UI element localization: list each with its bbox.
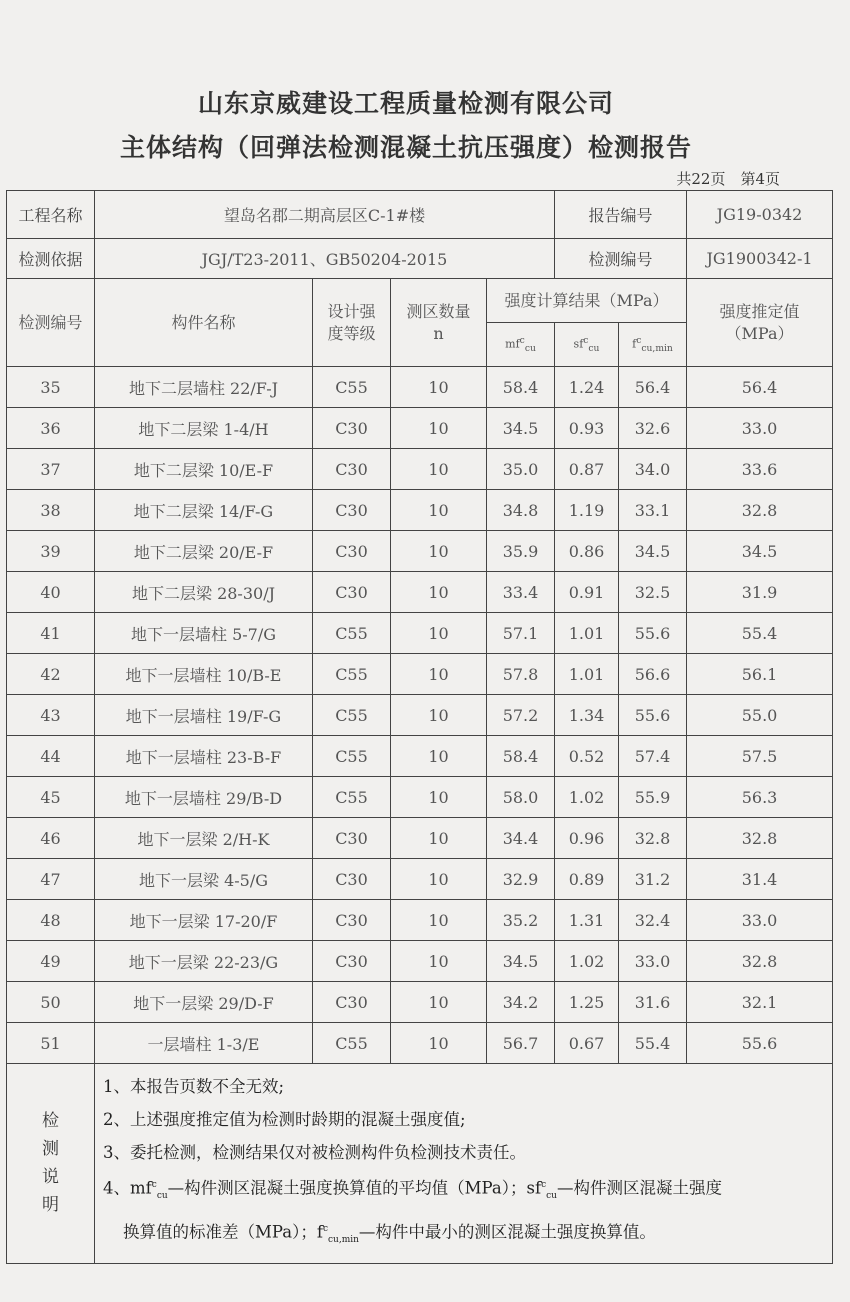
cell-est: 56.1 xyxy=(687,654,833,695)
cell-id: 40 xyxy=(7,572,95,613)
cell-fmin: 55.9 xyxy=(619,777,687,818)
cell-name: 地下一层墙柱 19/F-G xyxy=(95,695,313,736)
cell-mf: 56.7 xyxy=(487,1023,555,1064)
report-title: 主体结构（回弹法检测混凝土抗压强度）检测报告 xyxy=(119,133,692,162)
cell-fmin: 32.8 xyxy=(619,818,687,859)
cell-id: 41 xyxy=(7,613,95,654)
cell-n: 10 xyxy=(391,941,487,982)
cell-est: 56.3 xyxy=(687,777,833,818)
note-3: 3、委托检测，检测结果仅对被检测构件负检测技术责任。 xyxy=(103,1143,526,1162)
cell-mf: 35.2 xyxy=(487,900,555,941)
cell-n: 10 xyxy=(391,777,487,818)
cell-name: 地下二层梁 20/E-F xyxy=(95,531,313,572)
cell-est: 32.8 xyxy=(687,941,833,982)
cell-est: 34.5 xyxy=(687,531,833,572)
cell-n: 10 xyxy=(391,367,487,408)
cell-name: 地下一层梁 17-20/F xyxy=(95,900,313,941)
cell-sf: 0.86 xyxy=(555,531,619,572)
col-zones-header: 测区数量 n xyxy=(391,279,487,367)
cell-id: 47 xyxy=(7,859,95,900)
table-row xyxy=(7,1023,833,1064)
table-row xyxy=(7,695,833,736)
cell-id: 38 xyxy=(7,490,95,531)
cell-est: 55.0 xyxy=(687,695,833,736)
cell-name: 地下二层梁 14/F-G xyxy=(95,490,313,531)
cell-grade: C30 xyxy=(313,982,391,1023)
cell-sf: 1.25 xyxy=(555,982,619,1023)
cell-name: 地下一层墙柱 23-B-F xyxy=(95,736,313,777)
cell-n: 10 xyxy=(391,531,487,572)
cell-n: 10 xyxy=(391,613,487,654)
cell-name: 地下一层梁 4-5/G xyxy=(95,859,313,900)
cell-id: 45 xyxy=(7,777,95,818)
cell-grade: C55 xyxy=(313,367,391,408)
table-row xyxy=(7,408,833,449)
basis-value: JGJ/T23-2011、GB50204-2015 xyxy=(95,239,555,279)
report-no-value: JG19-0342 xyxy=(687,191,833,239)
table-row xyxy=(7,900,833,941)
cell-grade: C30 xyxy=(313,941,391,982)
cell-id: 43 xyxy=(7,695,95,736)
col-id-header: 检测编号 xyxy=(7,279,95,367)
cell-mf: 58.0 xyxy=(487,777,555,818)
col-fmin-header: $f^c_{cu,min}$ xyxy=(619,323,687,367)
cell-n: 10 xyxy=(391,654,487,695)
cell-est: 32.8 xyxy=(687,818,833,859)
cell-grade: C30 xyxy=(313,408,391,449)
cell-name: 地下一层墙柱 29/B-D xyxy=(95,777,313,818)
cell-grade: C30 xyxy=(313,449,391,490)
cell-mf: 57.8 xyxy=(487,654,555,695)
cell-grade: C30 xyxy=(313,490,391,531)
cell-grade: C30 xyxy=(313,900,391,941)
cell-est: 56.4 xyxy=(687,367,833,408)
cell-mf: 34.2 xyxy=(487,982,555,1023)
col-est-header: 强度推定值（MPa） xyxy=(687,279,833,367)
table-row xyxy=(7,736,833,777)
cell-n: 10 xyxy=(391,982,487,1023)
cell-mf: 57.2 xyxy=(487,695,555,736)
cell-sf: 0.67 xyxy=(555,1023,619,1064)
cell-sf: 0.96 xyxy=(555,818,619,859)
cell-sf: 1.31 xyxy=(555,900,619,941)
cell-est: 33.6 xyxy=(687,449,833,490)
report-no-label: 报告编号 xyxy=(555,191,687,239)
cell-mf: 34.8 xyxy=(487,490,555,531)
data-rows xyxy=(7,367,833,1064)
col-sf-header: $sf^c_{cu}$ xyxy=(555,323,619,367)
cell-sf: 1.19 xyxy=(555,490,619,531)
cell-mf: 57.1 xyxy=(487,613,555,654)
note-4-cont: 换算值的标准差（MPa）；$f^c_{cu,min}—$构件中最小的测区混凝土强度换算值。 xyxy=(123,1222,656,1245)
cell-sf: 0.93 xyxy=(555,408,619,449)
cell-est: 55.4 xyxy=(687,613,833,654)
table-row xyxy=(7,572,833,613)
report-table xyxy=(6,190,833,1264)
cell-id: 44 xyxy=(7,736,95,777)
cell-name: 地下一层梁 2/H-K xyxy=(95,818,313,859)
cell-n: 10 xyxy=(391,818,487,859)
cell-id: 46 xyxy=(7,818,95,859)
cell-fmin: 55.6 xyxy=(619,613,687,654)
cell-sf: 0.87 xyxy=(555,449,619,490)
table-row xyxy=(7,859,833,900)
notes-label: 检测说明 xyxy=(7,1064,95,1264)
notes-content xyxy=(95,1064,833,1264)
cell-name: 地下一层梁 22-23/G xyxy=(95,941,313,982)
cell-n: 10 xyxy=(391,572,487,613)
cell-mf: 33.4 xyxy=(487,572,555,613)
cell-mf: 32.9 xyxy=(487,859,555,900)
cell-fmin: 34.5 xyxy=(619,531,687,572)
cell-fmin: 34.0 xyxy=(619,449,687,490)
column-header-row xyxy=(7,279,833,323)
cell-id: 42 xyxy=(7,654,95,695)
table-row xyxy=(7,449,833,490)
cell-n: 10 xyxy=(391,408,487,449)
info-row-project xyxy=(7,191,833,239)
project-label: 工程名称 xyxy=(7,191,95,239)
cell-grade: C55 xyxy=(313,736,391,777)
cell-grade: C30 xyxy=(313,859,391,900)
test-no-value: JG1900342-1 xyxy=(687,239,833,279)
cell-name: 地下二层墙柱 22/F-J xyxy=(95,367,313,408)
col-name-header: 构件名称 xyxy=(95,279,313,367)
cell-est: 55.6 xyxy=(687,1023,833,1064)
basis-label: 检测依据 xyxy=(7,239,95,279)
company-name: 山东京威建设工程质量检测有限公司 xyxy=(197,89,614,118)
cell-mf: 58.4 xyxy=(487,367,555,408)
cell-sf: 1.01 xyxy=(555,613,619,654)
cell-mf: 58.4 xyxy=(487,736,555,777)
cell-est: 31.4 xyxy=(687,859,833,900)
cell-sf: 0.91 xyxy=(555,572,619,613)
cell-est: 33.0 xyxy=(687,900,833,941)
cell-mf: 35.9 xyxy=(487,531,555,572)
cell-fmin: 55.6 xyxy=(619,695,687,736)
cell-name: 地下一层梁 29/D-F xyxy=(95,982,313,1023)
cell-est: 32.8 xyxy=(687,490,833,531)
cell-sf: 1.24 xyxy=(555,367,619,408)
table-row xyxy=(7,941,833,982)
cell-fmin: 31.2 xyxy=(619,859,687,900)
table-row xyxy=(7,982,833,1023)
note-1: 1、本报告页数不全无效; xyxy=(103,1077,285,1096)
cell-mf: 34.5 xyxy=(487,941,555,982)
cell-sf: 1.02 xyxy=(555,777,619,818)
cell-name: 地下二层梁 1-4/H xyxy=(95,408,313,449)
cell-name: 一层墙柱 1-3/E xyxy=(95,1023,313,1064)
cell-fmin: 56.4 xyxy=(619,367,687,408)
cell-fmin: 33.1 xyxy=(619,490,687,531)
cell-fmin: 33.0 xyxy=(619,941,687,982)
cell-grade: C55 xyxy=(313,777,391,818)
col-mf-header: $mf^c_{cu}$ xyxy=(487,323,555,367)
cell-fmin: 32.5 xyxy=(619,572,687,613)
cell-mf: 35.0 xyxy=(487,449,555,490)
cell-est: 31.9 xyxy=(687,572,833,613)
note-2: 2、上述强度推定值为检测时龄期的混凝土强度值; xyxy=(103,1110,466,1129)
cell-est: 32.1 xyxy=(687,982,833,1023)
col-calc-header: 强度计算结果（MPa） xyxy=(487,279,687,323)
cell-est: 33.0 xyxy=(687,408,833,449)
cell-id: 39 xyxy=(7,531,95,572)
cell-n: 10 xyxy=(391,900,487,941)
cell-grade: C30 xyxy=(313,572,391,613)
cell-n: 10 xyxy=(391,449,487,490)
cell-grade: C30 xyxy=(313,818,391,859)
cell-grade: C55 xyxy=(313,654,391,695)
cell-grade: C55 xyxy=(313,1023,391,1064)
cell-id: 50 xyxy=(7,982,95,1023)
cell-grade: C55 xyxy=(313,613,391,654)
cell-est: 57.5 xyxy=(687,736,833,777)
cell-fmin: 31.6 xyxy=(619,982,687,1023)
cell-id: 49 xyxy=(7,941,95,982)
cell-fmin: 32.6 xyxy=(619,408,687,449)
cell-name: 地下二层梁 28-30/J xyxy=(95,572,313,613)
table-row xyxy=(7,490,833,531)
cell-n: 10 xyxy=(391,490,487,531)
cell-id: 48 xyxy=(7,900,95,941)
page-info: 共22页 第4页 xyxy=(676,170,780,188)
cell-id: 35 xyxy=(7,367,95,408)
cell-sf: 1.02 xyxy=(555,941,619,982)
cell-n: 10 xyxy=(391,695,487,736)
col-grade-header: 设计强度等级 xyxy=(313,279,391,367)
info-row-basis xyxy=(7,239,833,279)
cell-n: 10 xyxy=(391,1023,487,1064)
cell-grade: C55 xyxy=(313,695,391,736)
cell-id: 36 xyxy=(7,408,95,449)
cell-sf: 0.89 xyxy=(555,859,619,900)
cell-mf: 34.4 xyxy=(487,818,555,859)
table-row xyxy=(7,531,833,572)
cell-fmin: 57.4 xyxy=(619,736,687,777)
table-row xyxy=(7,613,833,654)
table-row xyxy=(7,367,833,408)
cell-n: 10 xyxy=(391,736,487,777)
cell-id: 51 xyxy=(7,1023,95,1064)
table-row xyxy=(7,818,833,859)
cell-fmin: 56.6 xyxy=(619,654,687,695)
cell-sf: 1.01 xyxy=(555,654,619,695)
cell-name: 地下一层墙柱 5-7/G xyxy=(95,613,313,654)
cell-name: 地下二层梁 10/E-F xyxy=(95,449,313,490)
cell-n: 10 xyxy=(391,859,487,900)
project-value: 望岛名郡二期高层区C-1#楼 xyxy=(95,191,555,239)
notes-row xyxy=(7,1064,833,1264)
cell-sf: 1.34 xyxy=(555,695,619,736)
table-row xyxy=(7,654,833,695)
cell-mf: 34.5 xyxy=(487,408,555,449)
cell-name: 地下一层墙柱 10/B-E xyxy=(95,654,313,695)
cell-id: 37 xyxy=(7,449,95,490)
cell-sf: 0.52 xyxy=(555,736,619,777)
cell-fmin: 32.4 xyxy=(619,900,687,941)
cell-fmin: 55.4 xyxy=(619,1023,687,1064)
note-4: 4、$mf^c_{cu}—$构件测区混凝土强度换算值的平均值（MPa）；$sf^c_{cu}—$构件测区混凝土强度 xyxy=(103,1178,722,1201)
cell-grade: C30 xyxy=(313,531,391,572)
test-no-label: 检测编号 xyxy=(555,239,687,279)
table-row xyxy=(7,777,833,818)
